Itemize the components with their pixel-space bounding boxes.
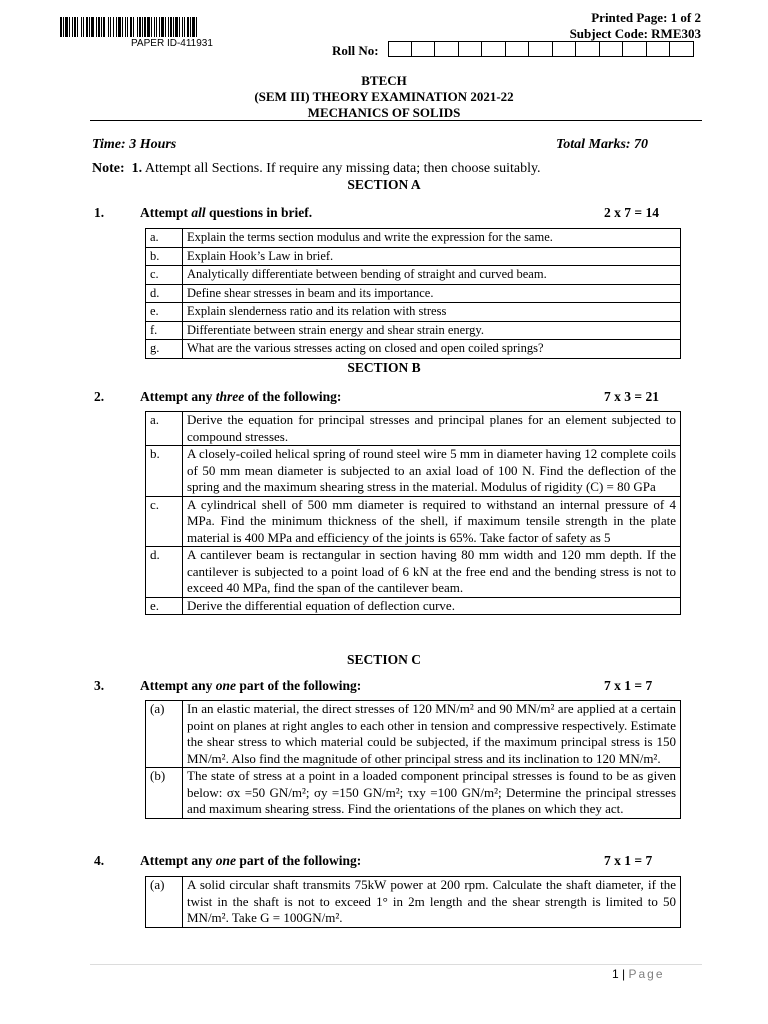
footer-page-word: Page — [628, 967, 665, 981]
q3-table — [145, 700, 681, 819]
item-text: A cylindrical shell of 500 mm diameter is required to withstand an internal pressure of 4 MPa. Find the minimum thickness of the shell, if maximum tensile strength in the plate material is 400 MPa and efficiency of the joints is 65%. Take factor of safety as 5 — [183, 496, 681, 547]
q1-title-em: all — [191, 205, 206, 220]
footer-page-number: 1 — [612, 967, 619, 981]
footer-divider — [90, 964, 702, 965]
section-c-heading: SECTION C — [347, 652, 421, 667]
section-a-heading: SECTION A — [347, 177, 421, 192]
item-text: A closely-coiled helical spring of round steel wire 5 mm in diameter having 12 complete coils of 50 mm mean diameter is subjected to an axial load of 100 N. Find the deflection of the spring and the maximum shearing stress in the material. Modulus of rigidity (C) = 80 GPa — [183, 446, 681, 497]
item-text: A solid circular shaft transmits 75kW power at 200 rpm. Calculate the shaft diameter, if the twist in the shaft is not to exceed 1° in 2m length and the shear strength is limited to 50 MN/m². Take G = 100GN/m². — [183, 877, 681, 928]
item-label: e. — [146, 303, 183, 322]
roll-no-box[interactable] — [388, 41, 412, 57]
header-divider — [90, 120, 702, 121]
q2-row — [146, 496, 681, 547]
q1-number: 1. — [94, 205, 105, 220]
q1-marks: 2 x 7 = 14 — [604, 205, 659, 220]
q2-title-post: of the following: — [244, 389, 342, 404]
roll-no-box[interactable] — [553, 41, 577, 57]
q1-row — [146, 229, 681, 248]
item-label: (a) — [146, 877, 183, 928]
q2-table — [145, 411, 681, 615]
roll-no-boxes[interactable] — [388, 41, 694, 57]
q4-title — [140, 853, 361, 869]
item-label: g. — [146, 340, 183, 359]
q3-title — [140, 678, 361, 694]
roll-no-box[interactable] — [647, 41, 671, 57]
exam-header — [0, 73, 768, 121]
q1-row — [146, 247, 681, 266]
item-text: Derive the equation for principal stresses and principal planes for an element subjected to compound stresses. — [183, 412, 681, 446]
roll-no-box[interactable] — [623, 41, 647, 57]
item-text: The state of stress at a point in a loaded component principal stresses is found to be as given below: σx =50 GN/m²; σy =150 GN/m²; τxy =100 GN/m²; Determine the principal stresses and maximum shearing stress. Find the orientations of the planes on which they act. — [183, 768, 681, 819]
item-label: b. — [146, 247, 183, 266]
item-label: a. — [146, 412, 183, 446]
q2-title-em: three — [215, 389, 245, 404]
q3-row — [146, 768, 681, 819]
item-text: Analytically differentiate between bending of straight and curved beam. — [183, 266, 681, 285]
q3-marks: 7 x 1 = 7 — [604, 678, 653, 693]
q1-row — [146, 340, 681, 359]
q1-row — [146, 284, 681, 303]
q1-row — [146, 266, 681, 285]
q2-row — [146, 597, 681, 615]
q2-row — [146, 446, 681, 497]
roll-no-box[interactable] — [529, 41, 553, 57]
roll-no-box[interactable] — [435, 41, 459, 57]
q4-title-em: one — [215, 853, 236, 868]
q2-marks: 7 x 3 = 21 — [604, 389, 659, 404]
q3-row — [146, 701, 681, 768]
footer-separator: | — [618, 967, 629, 981]
q1-row — [146, 303, 681, 322]
roll-no-box[interactable] — [482, 41, 506, 57]
item-label: b. — [146, 446, 183, 497]
roll-no-box[interactable] — [459, 41, 483, 57]
exam-title: (SEM III) THEORY EXAMINATION 2021-22 — [254, 89, 514, 104]
item-text: Derive the differential equation of deflection curve. — [183, 597, 681, 615]
item-label: d. — [146, 547, 183, 598]
item-label: (a) — [146, 701, 183, 768]
page-footer — [612, 967, 665, 981]
item-label: a. — [146, 229, 183, 248]
item-text: Explain the terms section modulus and write the expression for the same. — [183, 229, 681, 248]
q3-title-post: part of the following: — [236, 678, 362, 693]
roll-no-box[interactable] — [600, 41, 624, 57]
q3-title-em: one — [215, 678, 236, 693]
item-text: A cantilever beam is rectangular in section having 80 mm width and 120 mm depth. If the cantilever is subjected to a point load of 6 kN at the free end and the bending stress is not to exceed 40 MPa, find the span of the cantilever beam. — [183, 547, 681, 598]
subject-code: Subject Code: RME303 — [569, 26, 701, 41]
q4-number: 4. — [94, 853, 105, 868]
page-info — [570, 10, 701, 42]
item-label: e. — [146, 597, 183, 615]
note — [92, 161, 541, 177]
q2-row — [146, 412, 681, 446]
q1-table — [145, 228, 681, 359]
paper-id: PAPER ID-411931 — [131, 38, 213, 49]
item-label: c. — [146, 266, 183, 285]
item-text: Explain slenderness ratio and its relation with stress — [183, 303, 681, 322]
item-label: c. — [146, 496, 183, 547]
q1-title — [140, 205, 312, 221]
q1-title-pre: Attempt — [140, 205, 192, 220]
barcode — [60, 17, 298, 37]
q2-title — [140, 389, 341, 405]
note-text: Attempt all Sections. If require any missing data; then choose suitably. — [142, 161, 541, 176]
item-label: d. — [146, 284, 183, 303]
printed-page: Printed Page: 1 of 2 — [591, 10, 701, 25]
note-label: Note: — [92, 161, 125, 176]
item-text: Explain Hook’s Law in brief. — [183, 247, 681, 266]
time-allowed: Time: 3 Hours — [92, 137, 177, 152]
roll-no-box[interactable] — [412, 41, 436, 57]
q2-number: 2. — [94, 389, 105, 404]
total-marks: Total Marks: 70 — [556, 137, 649, 152]
q1-title-post: questions in brief. — [205, 205, 313, 220]
q2-row — [146, 547, 681, 598]
roll-no-label: Roll No: — [332, 43, 379, 58]
item-text: What are the various stresses acting on closed and open coiled springs? — [183, 340, 681, 359]
item-text: Define shear stresses in beam and its importance. — [183, 284, 681, 303]
subject-title: MECHANICS OF SOLIDS — [307, 105, 461, 120]
barcode-bar — [197, 17, 199, 37]
q4-row — [146, 877, 681, 928]
program-title: BTECH — [361, 73, 407, 88]
q3-number: 3. — [94, 678, 105, 693]
roll-no-box[interactable] — [576, 41, 600, 57]
item-label: (b) — [146, 768, 183, 819]
q4-table — [145, 876, 681, 928]
q4-title-post: part of the following: — [236, 853, 362, 868]
q2-title-pre: Attempt any — [140, 389, 216, 404]
item-text: Differentiate between strain energy and shear strain energy. — [183, 321, 681, 340]
section-b-heading: SECTION B — [347, 360, 421, 375]
item-text: In an elastic material, the direct stresses of 120 MN/m² and 90 MN/m² are applied at a certain point on planes at right angles to each other in tension and compressive respectively. Estimate the shear stress to which material could be subjected, if the maximum principal stress is 150 MN/m². Also find the magnitude of other principal stress and its inclination to 120 MN/m². — [183, 701, 681, 768]
q4-marks: 7 x 1 = 7 — [604, 853, 653, 868]
q4-title-pre: Attempt any — [140, 853, 216, 868]
q3-title-pre: Attempt any — [140, 678, 216, 693]
q1-row — [146, 321, 681, 340]
note-number: 1. — [131, 161, 143, 176]
roll-no-box[interactable] — [670, 41, 694, 57]
item-label: f. — [146, 321, 183, 340]
roll-no-box[interactable] — [506, 41, 530, 57]
